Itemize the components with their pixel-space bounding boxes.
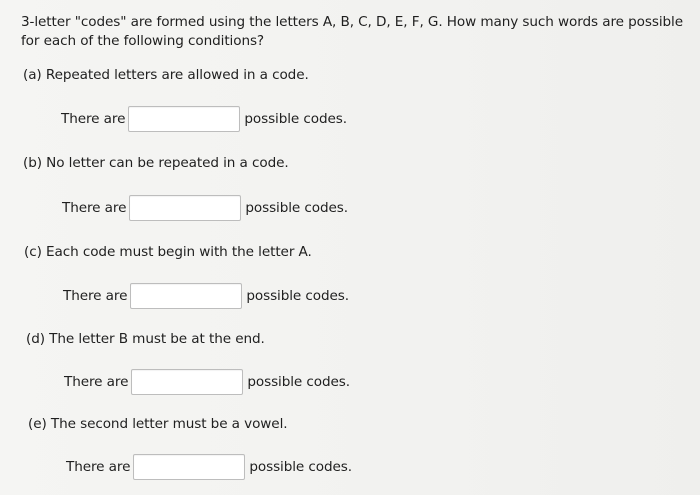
- part-d-answer-row: [64, 367, 350, 397]
- part-a-suffix: possible codes.: [244, 111, 348, 127]
- part-d-suffix: possible codes.: [247, 374, 351, 390]
- part-e-answer-input[interactable]: [133, 454, 245, 480]
- part-d-answer-input[interactable]: [131, 369, 243, 395]
- part-c-answer-input[interactable]: [130, 283, 242, 309]
- part-c-prefix: There are: [63, 288, 128, 304]
- part-b-suffix: possible codes.: [245, 200, 349, 216]
- part-c-label: (c) Each code must begin with the letter A.: [24, 244, 312, 260]
- part-d-prefix: There are: [64, 374, 129, 390]
- part-b-label: (b) No letter can be repeated in a code.: [23, 155, 289, 171]
- part-e-answer-row: [66, 452, 352, 482]
- part-b-answer-row: [62, 193, 348, 223]
- question-text: 3-letter "codes" are formed using the letters A, B, C, D, E, F, G. How many such words are possible for each of the following conditions?: [21, 14, 683, 49]
- part-e-label: (e) The second letter must be a vowel.: [28, 416, 288, 432]
- part-e-suffix: possible codes.: [249, 459, 353, 475]
- part-d-label: (d) The letter B must be at the end.: [26, 331, 265, 347]
- part-c-suffix: possible codes.: [246, 288, 350, 304]
- part-b-prefix: There are: [62, 200, 127, 216]
- part-c-answer-row: [63, 281, 349, 311]
- part-a-label: (a) Repeated letters are allowed in a code.: [23, 67, 309, 83]
- part-a-answer-row: [61, 104, 347, 134]
- part-a-answer-input[interactable]: [128, 106, 240, 132]
- part-b-answer-input[interactable]: [129, 195, 241, 221]
- part-e-prefix: There are: [66, 459, 131, 475]
- part-a-prefix: There are: [61, 111, 126, 127]
